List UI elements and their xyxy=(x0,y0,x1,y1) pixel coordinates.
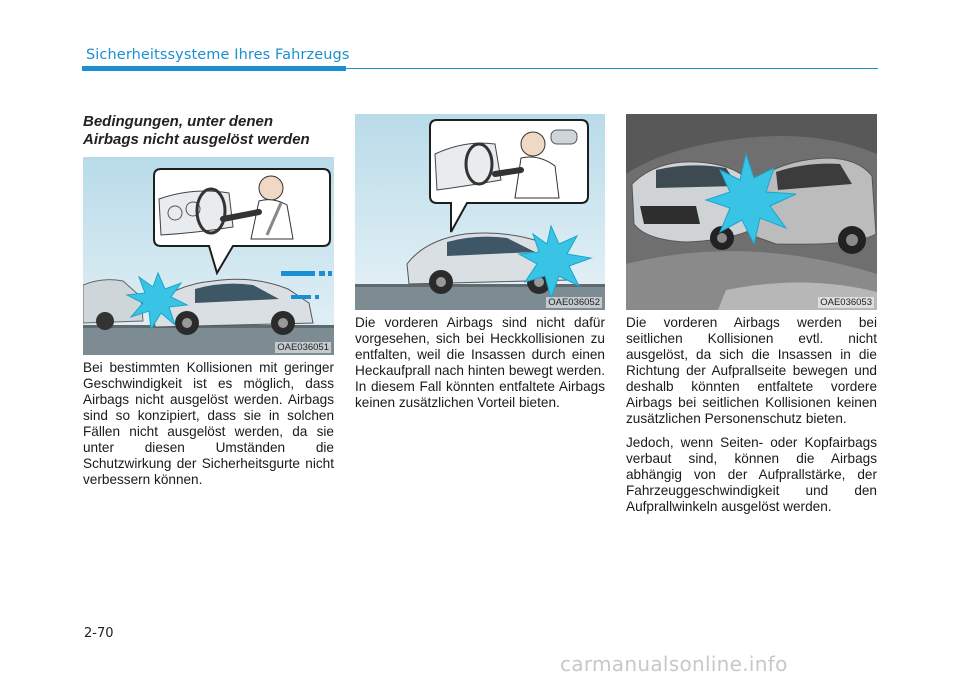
figure-code: OAE036052 xyxy=(548,297,600,308)
heading-line-2: Airbags nicht ausgelöst werden xyxy=(83,130,310,148)
column-middle-text xyxy=(355,315,605,419)
paragraph: Die vorderen Airbags sind nicht dafür vorgesehen, sich bei Heckkollisionen zu entfalten, weil die Insassen durch einen Heckaufprall nach hinten bewegt werden. In diesem Fall könnten entfaltete Airbags keinen zusätzlichen Vorteil bieten. xyxy=(355,315,605,410)
side-collision-illustration xyxy=(626,114,877,310)
figure-rear-collision xyxy=(355,114,605,310)
figure-code: OAE036053 xyxy=(820,297,872,308)
watermark: carmanualsonline.info xyxy=(560,652,788,676)
section-title: Sicherheitssysteme Ihres Fahrzeugs xyxy=(86,47,350,63)
column-right-text xyxy=(626,315,877,523)
paragraph: Die vorderen Airbags werden bei seitlichen Kollisionen evtl. nicht ausgelöst, da sich die Insassen in die Richtung der Aufprallseite bewegen und deshalb könnten entfaltete vordere Airbags bei seitlichen Kollisionen keinen zusätzlichen Personenschutz bieten. xyxy=(626,315,877,426)
paragraph: Jedoch, wenn Seiten- oder Kopfairbags verbaut sind, können die Airbags abhängig von der Aufprallstärke, der Fahrzeuggeschwindigkeit und den Aufprallwinkeln ausgelöst werden. xyxy=(626,435,877,514)
header-rule-accent xyxy=(82,66,346,71)
rear-collision-illustration xyxy=(355,114,605,310)
frontal-collision-illustration xyxy=(83,157,334,355)
column-left-text xyxy=(83,360,334,496)
page-number: 2-70 xyxy=(84,626,114,641)
figure-frontal-collision xyxy=(83,157,334,355)
figure-side-collision xyxy=(626,114,877,310)
header-rule xyxy=(346,68,878,69)
paragraph: Bei bestimmten Kollisionen mit geringer Geschwindigkeit ist es möglich, dass Airbags nicht ausgelöst werden. Airbags sind so konzipiert, dass sie in solchen Fällen nicht ausgelöst werden, da sie unter diesen Umständen die Schutzwirkung der Sicherheitsgurte nicht verbessern können. xyxy=(83,360,334,487)
heading-line-1: Bedingungen, unter denen xyxy=(83,113,273,130)
figure-code: OAE036051 xyxy=(277,342,329,353)
subsection-heading xyxy=(83,113,343,148)
